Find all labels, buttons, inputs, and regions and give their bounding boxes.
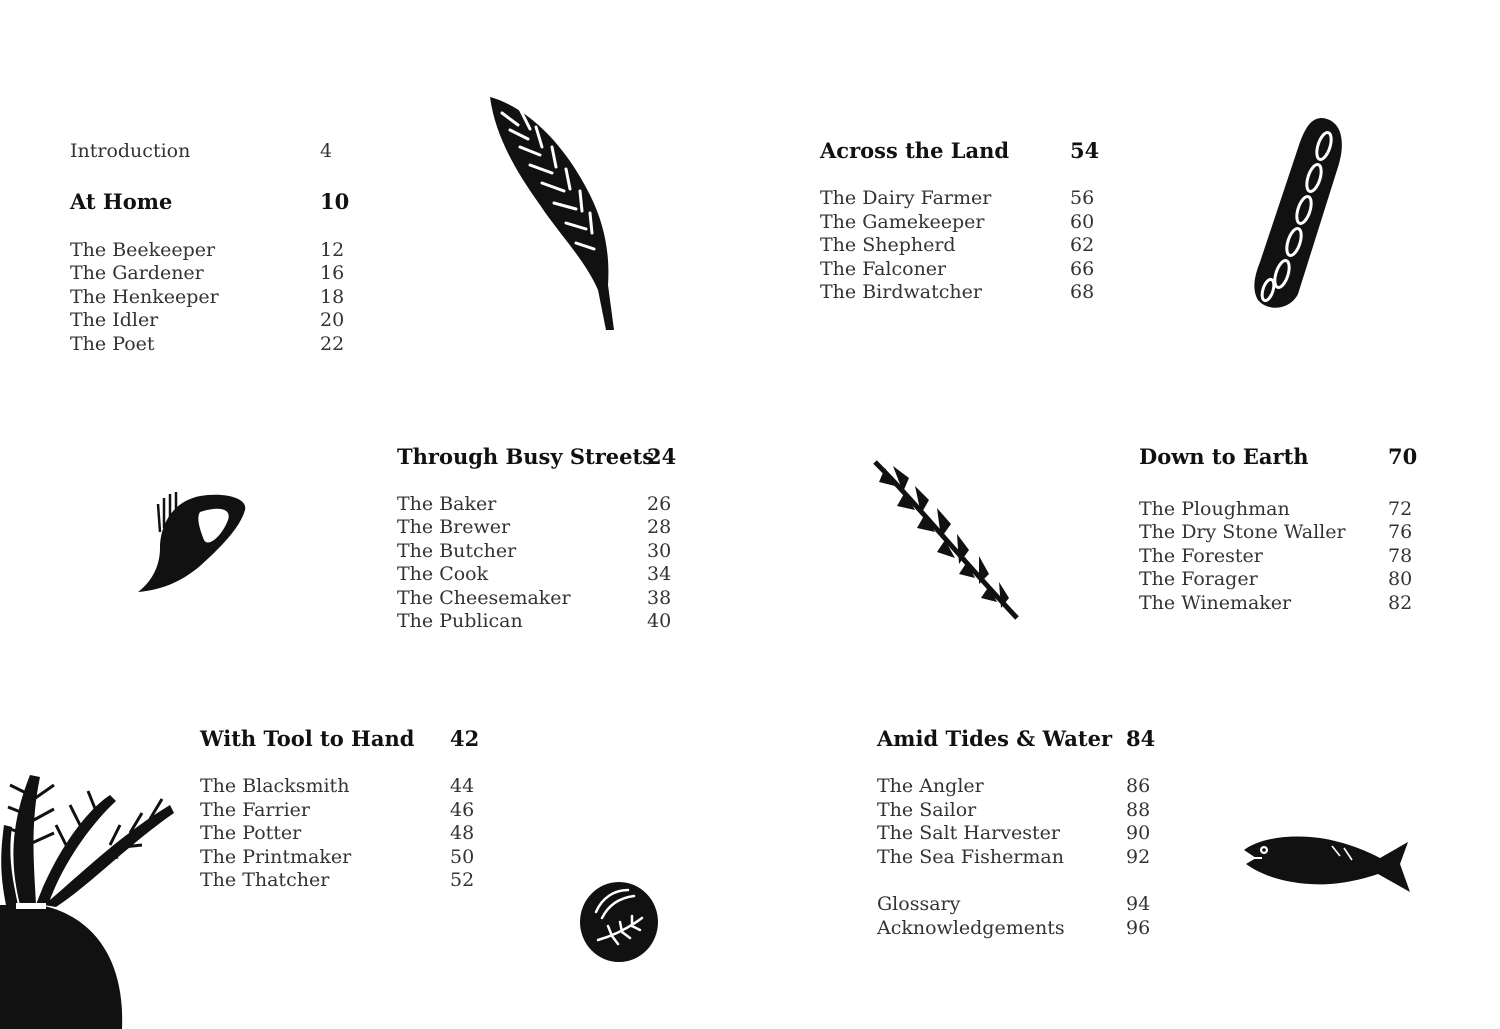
toc-item-label: The Dairy Farmer [820, 187, 992, 209]
section-title: Through Busy Streets [397, 444, 655, 469]
toc-item-label: The Blacksmith [200, 775, 350, 797]
toc-item-page: 20 [320, 309, 345, 331]
toc-item-page: 52 [450, 869, 475, 891]
toc-item-label: The Cook [397, 563, 489, 585]
toc-item-label: The Sailor [877, 799, 977, 821]
toc-item-page: 78 [1388, 545, 1413, 567]
toc-item-label: The Gamekeeper [820, 211, 985, 233]
toc-item-label: The Butcher [397, 540, 517, 562]
toc-item-page: 12 [320, 239, 345, 261]
toc-item-page: 40 [647, 610, 672, 632]
toc-item-label: The Poet [70, 333, 155, 355]
toc-item-label: The Henkeeper [70, 286, 219, 308]
section-page: 10 [320, 189, 350, 214]
toc-item-label: The Potter [200, 822, 302, 844]
toc-item-label: The Farrier [200, 799, 310, 821]
toc-item-label: The Printmaker [200, 846, 352, 868]
toc-item-page: 38 [647, 587, 672, 609]
toc-item-label: The Cheesemaker [397, 587, 571, 609]
toc-item-page: 72 [1388, 498, 1413, 520]
toc-item-page: 26 [647, 493, 672, 515]
section-page: 84 [1126, 726, 1156, 751]
toc-item-page: 60 [1070, 211, 1095, 233]
section-page: 70 [1388, 444, 1418, 469]
section-title: Amid Tides & Water [877, 726, 1113, 751]
toc-item-label: The Idler [70, 309, 159, 331]
toc-item-page: 56 [1070, 187, 1095, 209]
toc-item-page: 48 [450, 822, 475, 844]
toc-item-page: 50 [450, 846, 475, 868]
fish-icon [1240, 828, 1412, 900]
toc-item-page: 34 [647, 563, 672, 585]
toc-item-page: 94 [1126, 893, 1151, 915]
toc-item-label: The Forager [1139, 568, 1258, 590]
toc-item-label: The Birdwatcher [820, 281, 982, 303]
toc-item-label: The Shepherd [820, 234, 956, 256]
toc-item-page: 16 [320, 262, 345, 284]
toc-item-page: 30 [647, 540, 672, 562]
wheat-sprig-icon [865, 452, 1025, 624]
section-title: At Home [70, 189, 173, 214]
section-title: With Tool to Hand [200, 726, 415, 751]
toc-item-page: 86 [1126, 775, 1151, 797]
toc-item-label: The Thatcher [200, 869, 330, 891]
toc-item-label: The Forester [1139, 545, 1263, 567]
potted-plant-icon [0, 765, 175, 1029]
toc-item-label: The Baker [397, 493, 497, 515]
toc-item-page: 28 [647, 516, 672, 538]
toc-item-page: 68 [1070, 281, 1095, 303]
toc-intro-page: 4 [320, 140, 333, 162]
toc-item-label: The Beekeeper [70, 239, 216, 261]
toc-item-page: 80 [1388, 568, 1413, 590]
feather-icon [480, 85, 630, 335]
toc-item-page: 82 [1388, 592, 1413, 614]
onion-icon [130, 488, 255, 598]
toc-item-label: The Winemaker [1139, 592, 1292, 614]
section-page: 54 [1070, 138, 1100, 163]
toc-item-label: The Falconer [820, 258, 947, 280]
toc-item-label: The Salt Harvester [877, 822, 1060, 844]
section-page: 42 [450, 726, 480, 751]
toc-item-label: The Angler [877, 775, 984, 797]
section-page: 24 [647, 444, 677, 469]
toc-item-label: Glossary [877, 893, 961, 915]
toc-item-page: 90 [1126, 822, 1151, 844]
toc-item-page: 22 [320, 333, 345, 355]
toc-item-page: 92 [1126, 846, 1151, 868]
toc-item-page: 96 [1126, 917, 1151, 939]
toc-item-label: The Ploughman [1139, 498, 1290, 520]
toc-item-page: 46 [450, 799, 475, 821]
toc-item-label: The Sea Fisherman [877, 846, 1064, 868]
toc-item-page: 44 [450, 775, 475, 797]
toc-item-label: The Publican [397, 610, 523, 632]
toc-item-label: Acknowledgements [877, 917, 1065, 939]
cabbage-icon [578, 878, 660, 964]
toc-item-page: 76 [1388, 521, 1413, 543]
toc-item-page: 88 [1126, 799, 1151, 821]
toc-item-page: 62 [1070, 234, 1095, 256]
toc-item-label: The Gardener [70, 262, 204, 284]
toc-item-page: 66 [1070, 258, 1095, 280]
section-title: Across the Land [820, 138, 1010, 163]
toc-item-label: The Brewer [397, 516, 511, 538]
toc-item-page: 18 [320, 286, 345, 308]
section-title: Down to Earth [1139, 444, 1309, 469]
toc-intro-label: Introduction [70, 140, 191, 162]
baguette-icon [1250, 112, 1350, 312]
toc-item-label: The Dry Stone Waller [1139, 521, 1346, 543]
